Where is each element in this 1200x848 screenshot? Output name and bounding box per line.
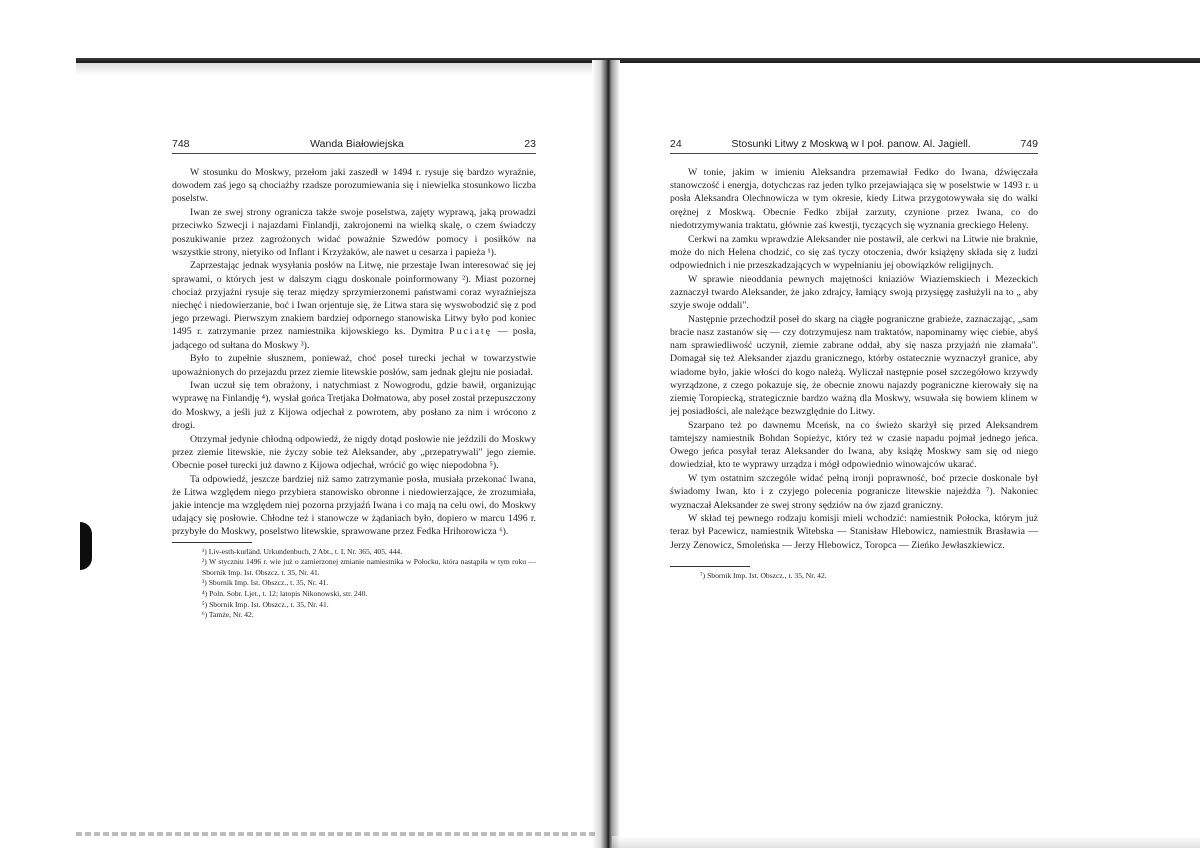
footnote: ⁶) Tamże, Nr. 42. bbox=[202, 610, 254, 620]
paragraph: Otrzymał jedynie chłodną odpowiedź, że nigdy dotąd posłowie nie jeździli do Moskwy przez ziemie litewskie, nie życzy sobie też Aleksander, aby „przepatrywali" jego ziemie. Obecnie poseł turecki już dawno z Kijowa odjechał, wrócić go więc niepodobna ⁵). bbox=[172, 433, 536, 471]
scan-bottom-edge-right bbox=[612, 836, 1200, 848]
paragraph: Iwan ze swej strony ogranicza także swoje poselstwa, zajęty wyprawą, jaką prowadzi przeciwko Szwecji i najazdami Finlandji, zakrojonemi na wielką skalę, o czem świadczy poszukiwanie przez zagrożonych widać poważnie Szwedów pomocy i posiłków na wszystkie strony, nietyiko od Inflant i Krzyżaków, ale nawet u cesarza i papieża ¹). bbox=[172, 207, 536, 258]
scan-top-shadow bbox=[76, 63, 606, 75]
left-page bbox=[172, 138, 536, 621]
paragraph: Szarpano też po dawnemu Mceńsk, na co świeżo skarżył się przed Aleksandrem tamtejszy namiestnik Bohdan Sopieżyc, który też w czasie napadu pojmał jednego jeńca. Owego jeńca posyłał teraz Aleksander do Iwana, aby książę Moskwy sam się od niego dowiedział, kto te wyprawy urządza i mógł odpowiednio winowajców ukarać. bbox=[670, 419, 1038, 471]
footnote: ³) Sbornik Imp. Ist. Obszcz., t. 35, Nr. 41. bbox=[202, 578, 329, 588]
right-running-title: Stosunki Litwy z Moskwą w I poł. panow. Al. Jagiell. bbox=[731, 138, 971, 150]
left-page-header bbox=[172, 138, 536, 154]
footnote: ⁴) Poln. Sobr. Ljet., t. 12; latopis Nikonowski, str. 240. bbox=[202, 589, 368, 599]
footnote: ¹) Liv-esth-kurländ. Urkundenbuch, 2 Abt., t. I, Nr. 365, 405, 444. bbox=[202, 546, 403, 556]
right-page-body bbox=[670, 166, 1038, 581]
footnote: ²) W styczniu 1496 r. wie już o zamierzonej zmianie namiestnika w Połocku, która nastąpiła w tym roku — Sbornik Imp. Ist. Obszcz. t. 35, Nr. 41. bbox=[202, 557, 536, 577]
paragraph-text: Zaprzestając jednak wysyłania posłów na Litwę, nie przestaje Iwan interesować się jej sprawami, o których jest w dalszym ciągu doskonale poinformowany ²). Miast pozornej chociaż przyjaźni rysuje się teraz między sprzymierzonemi państwami coraz wyraźniejsza niechęć i niedowierzanie, boć i Iwan orjentuje się, że Litwa stara się wyswobodzić się z pod jego przewagi. Pierwszym znakiem bardziej odpornego stanowiska Litwy było pod koniec 1495 r. zatrzymanie przez namiestnika kijowskiego ks. Dymitra bbox=[172, 260, 536, 338]
paragraph: W skład tej pewnego rodzaju komisji mieli wchodzić: namiestnik Połocka, którym już teraz był Pacewicz, namiestnik Witebska — Stanisław Hlebowicz, namiestnik Brasławia — Jerzy Zenowicz, Smoleńska — Jerzy Hlebowicz, Toropca — Zieńko Jewłaszkiewicz. bbox=[670, 513, 1038, 551]
paragraph: Ta odpowiedź, jeszcze bardziej niż samo zatrzymanie posła, musiała przekonać Iwana, że Litwa względem niego przybiera stanowisko obronne i niedowierzające, że zrozumiała, jakie intencje ma względem niej pozorna przyjaźń Iwana i co mają na celu owi, do Moskwy udający się posłowie. Chłodne też i stanowcze w żądaniach było, dopiero w marcu 1496 r. przybyłe do Moskwy, poselstwo litewskie, sprawowane przez Fedka Hrihorowicza ⁶). bbox=[172, 473, 536, 538]
paragraph: W tym ostatnim szczególe widać pełną ironji poprawność, boć przecie doskonale był świadomy Iwan, kto i z czyjego polecenia pogranicze litewskie najeżdża ⁷). Nakoniec wyznaczał Aleksander ze swej strony sędziów na ów zjazd graniczny. bbox=[670, 473, 1038, 511]
right-page-header bbox=[670, 138, 1038, 154]
book-gutter bbox=[592, 60, 620, 848]
spaced-name: Puciatę bbox=[449, 326, 493, 338]
left-page-body bbox=[172, 166, 536, 621]
footnote: ⁵) Sbornik Imp. Ist. Obszcz., t. 35, Nr. 41. bbox=[202, 599, 329, 609]
paragraph bbox=[172, 259, 536, 351]
paragraph: Cerkwi na zamku wprawdzie Aleksander nie postawił, ale cerkwi na Litwie nie braknie, może do nich Helena chodzić, co się zaś tyczy otoczenia, dwór książęny składa się z ludzi odpowiednich i nie przeszkadzających w wypełnianiu jej obowiązków religijnych. bbox=[670, 233, 1038, 271]
scan-bottom-edge-left bbox=[76, 832, 596, 836]
right-page-number: 749 bbox=[1020, 138, 1038, 150]
paragraph-text: — posła, jadącego od sułtana do Moskwy ³). bbox=[172, 326, 537, 351]
paragraph: Następnie przechodził poseł do skarg na ciągłe pograniczne grabieże, zaznaczając, „sam bracie nasz zastanów się — czy dotrzymujesz nam traktatów, napominamy więc ciebie, abyś nam sprawiedliwość uczynił, ziemie zabrane oddał, aby się nasza przyjaźń nie złamała". Domagał się też Aleksander zjazdu granicznego, którby ostatecznie wyznaczył granice, aby wiadome było, jakie włości do kogo należą. Wyliczał następnie poseł szczegółowo krzywdy wyrządzone, z czego pokazuje się, że obecnie znowu najazdy pograniczne kierowały się na ziemię Toropiecką, strategicznie bardzo ważną dla Moskwy, wsuwała się bowiem klinem w jej posiadłości, ale należące bezwzględnie do Litwy. bbox=[670, 313, 1038, 418]
paragraph: W stosunku do Moskwy, przełom jaki zaszedł w 1494 r. rysuje się bardzo wyraźnie, dowodem zaś jego są chociażby rzadsze porozumiewania się i niewielka stosunkowo liczba poselstw. bbox=[172, 167, 536, 205]
paragraph: Było to zupełnie słusznem, ponieważ, choć poseł turecki jechał w towarzystwie upoważnionych do przejazdu przez ziemie litewskie posłów, sam jednak glejtu nie posiadał. bbox=[172, 353, 536, 378]
binding-hole bbox=[80, 522, 92, 570]
footnote: ⁷) Sbornik Imp. Ist. Obszcz., t. 35, Nr. 42. bbox=[700, 570, 827, 580]
paragraph: W tonie, jakim w imieniu Aleksandra przemawiał Fedko do Iwana, dźwięczała stanowczość i energja, dotychczas raz jeden tylko przejawiająca się w poselstwie w 1493 r. u posła Aleksandra Olechnowicza w tym okresie, kiedy Litwa przygotowywała się do walki orężnej z Moskwą. Obecnie Fedko zbijał zarzuty, czynione przez Iwana, co do niedotrzymywania traktatu, głównie zaś kwestji, tyczących się wyznania greckiego Heleny. bbox=[670, 167, 1038, 231]
left-original-page-number: 23 bbox=[524, 138, 536, 150]
left-page-number: 748 bbox=[172, 138, 190, 150]
paragraph: W sprawie nieoddania pewnych majętności kniaziów Wiaziemskiech i Mezeckich zaznaczył twardo Aleksander, że jako zdrajcy, łamiący swoją przysięgę zasłużyli na to „ aby szyje swoje oddali". bbox=[670, 273, 1038, 312]
paragraph: Iwan uczuł się tem obrażony, i natychmiast z Nowogrodu, gdzie bawił, organizując wyprawę na Finlandję ⁴), wysłał gońca Tretjaka Dołmatowa, aby poseł został przepuszczony do Moskwy, a jeśli już z Kijowa odjechał z powrotem, aby posłano za nim i wrócono z drogi. bbox=[172, 380, 536, 431]
footnote-rule bbox=[172, 542, 252, 543]
footnote-rule bbox=[670, 566, 750, 567]
left-running-title: Wanda Białowiejska bbox=[310, 138, 404, 150]
right-original-page-number: 24 bbox=[670, 138, 682, 150]
right-page bbox=[670, 138, 1038, 581]
